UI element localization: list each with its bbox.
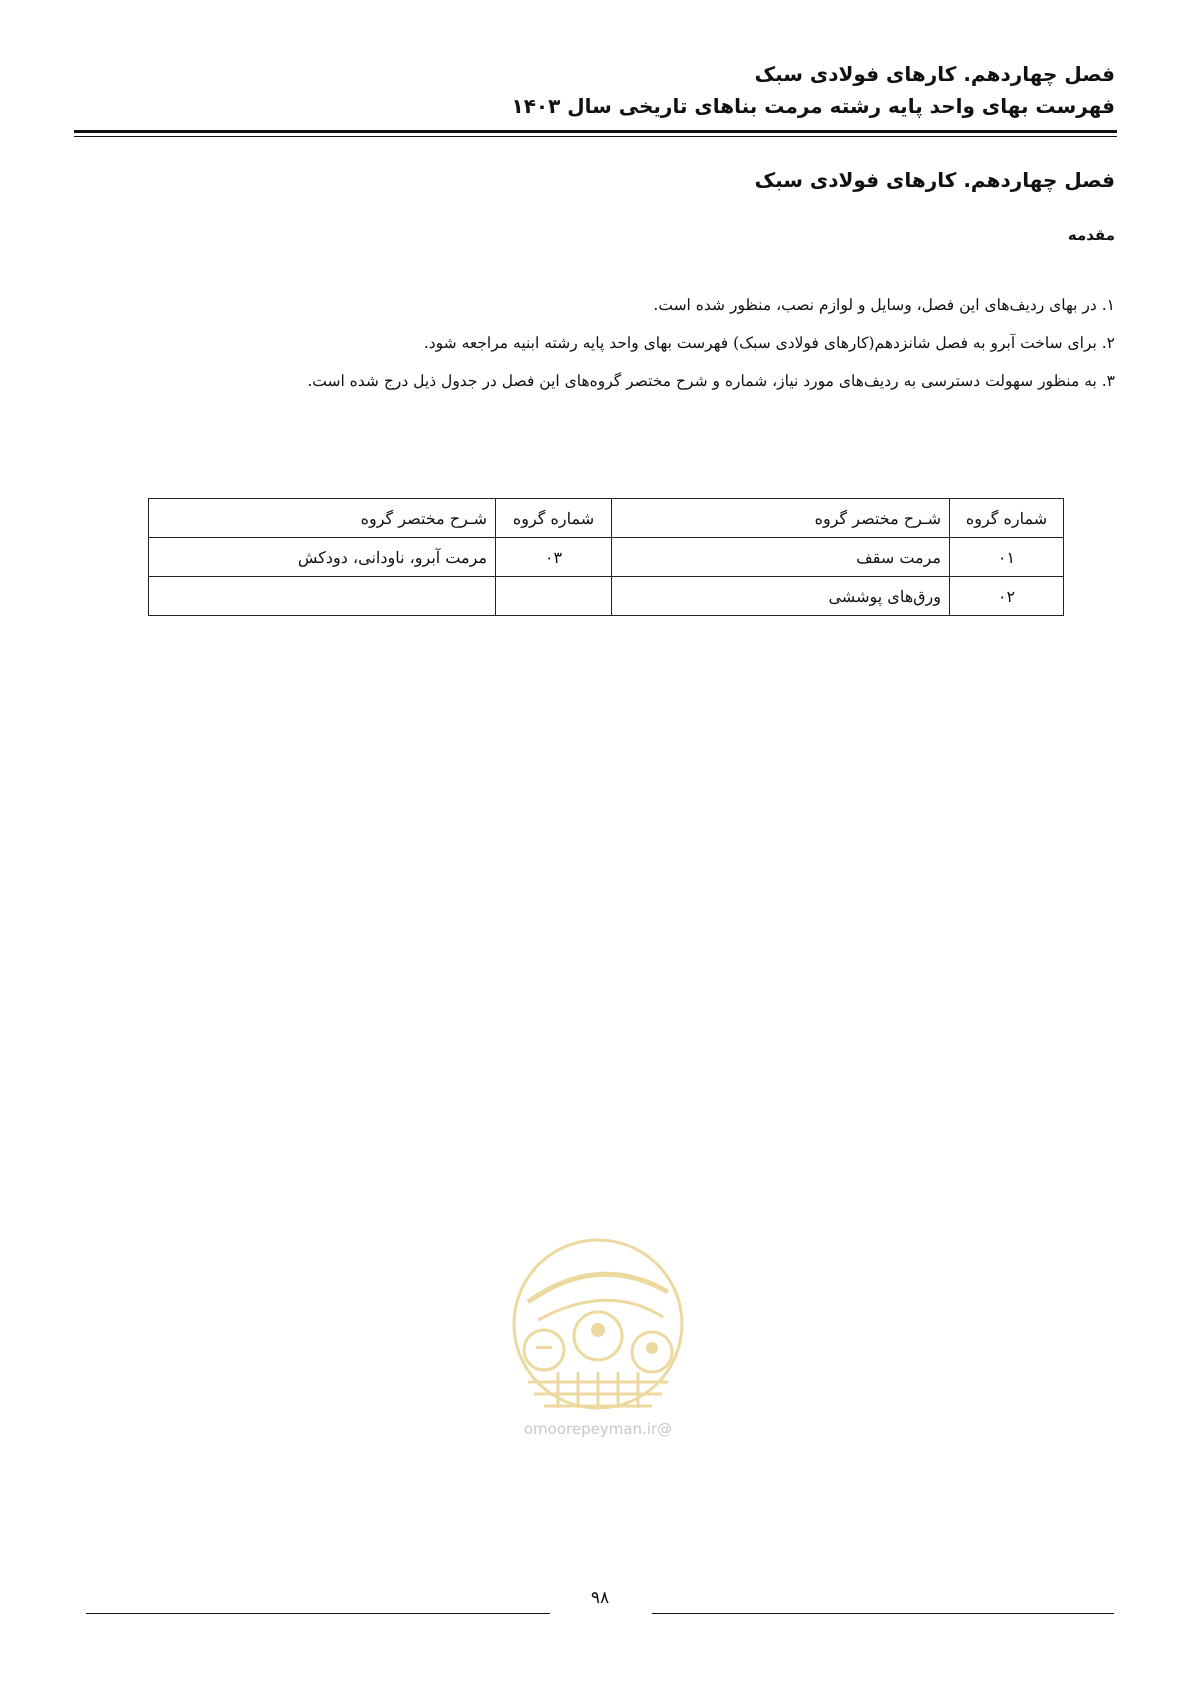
header-rule-thin <box>74 136 1117 137</box>
notes-list <box>115 286 1115 400</box>
table-header-row <box>149 499 1064 538</box>
group-number-cell: ۰۳ <box>496 538 612 577</box>
group-number-cell: ۰۲ <box>950 577 1064 616</box>
group-description-cell <box>149 577 496 616</box>
note-item: ۱. در بهای ردیف‌های این فصل، وسایل و لوازم نصب، منظور شده است. <box>653 296 1115 314</box>
groups-table <box>148 498 1064 616</box>
group-description-cell: مرمت آبرو، ناودانی، دودکش <box>149 538 496 577</box>
note-item: ۲. برای ساخت آبرو به فصل شانزدهم(کارهای فولادی سبک) فهرست بهای واحد پایه رشته ابنیه مراجعه شود. <box>423 334 1115 352</box>
table-row <box>149 577 1064 616</box>
header-document-title: فهرست بهای واحد پایه رشته مرمت بناهای تاریخی سال ۱۴۰۳ <box>511 94 1115 118</box>
footer-rule-right <box>652 1613 1114 1614</box>
running-header <box>75 58 1115 122</box>
introduction-heading: مقدمه <box>1067 226 1115 244</box>
group-description-cell: ورق‌های پوششی <box>612 577 950 616</box>
column-header-group-description: شـرح مختصر گروه <box>612 499 950 538</box>
section-title: فصل چهاردهم. کارهای فولادی سبک <box>754 168 1115 192</box>
note-item: ۳. به منظور سهولت دسترسی به ردیف‌های مورد نیاز، شماره و شرح مختصر گروه‌های این فصل در جدول ذیل درج شده است. <box>307 372 1115 390</box>
watermark-site-url: @omoorepeyman.ir <box>523 1420 673 1438</box>
header-rule-thick <box>74 130 1117 133</box>
header-chapter-title: فصل چهاردهم. کارهای فولادی سبک <box>754 62 1115 86</box>
footer-rule-left <box>86 1613 550 1614</box>
group-number-cell: ۰۱ <box>950 538 1064 577</box>
page-number: ۹۸ <box>590 1588 610 1608</box>
watermark <box>498 1232 698 1462</box>
group-number-cell <box>496 577 612 616</box>
column-header-group-number: شماره گروه <box>950 499 1064 538</box>
column-header-group-number: شماره گروه <box>496 499 612 538</box>
table-row <box>149 538 1064 577</box>
column-header-group-description: شـرح مختصر گروه <box>149 499 496 538</box>
group-description-cell: مرمت سقف <box>612 538 950 577</box>
